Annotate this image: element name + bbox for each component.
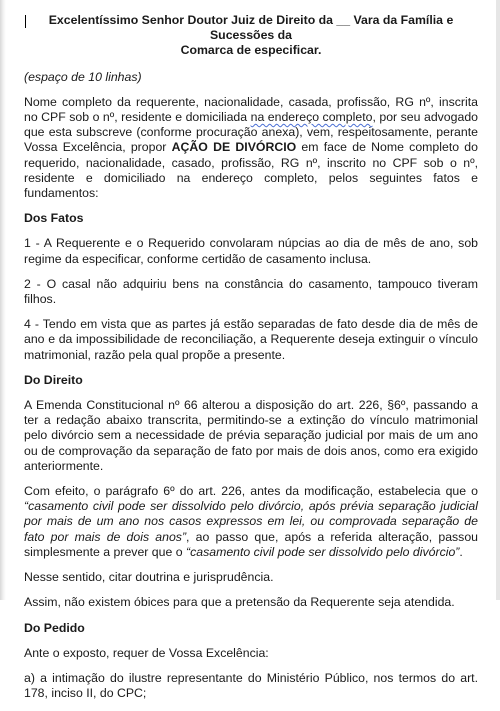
direito-2-quote-1: “casamento civil pode ser dissolvido pelo divórcio, após prévia separação judicial por mais de um ano nos casos expressos em lei, ou comprovada separação de fato por mais de dois anos” (24, 499, 478, 544)
section-heading-fatos: Dos Fatos (24, 211, 84, 226)
pedido-a: a) a intimação do ilustre representante do Ministério Público, nos termos do art. 178, inciso II, do CPC; (24, 670, 478, 701)
section-heading-pedido: Do Pedido (24, 620, 85, 635)
fato-1: 1 - A Requerente e o Requerido convolaram núpcias ao dia de mês de ano, sob regime da especificar, conforme certidão de casamento inclusa. (24, 236, 478, 266)
intro-part-1: Nome completo da requerente, nacionalidade, casada, profissão, RG nº, inscrita no CPF sob o nº, residente e domiciliada (24, 94, 478, 125)
document-heading (24, 13, 478, 59)
pedido-intro: Ante o exposto, requer de Vossa Excelência: (24, 645, 269, 660)
direito-2-part-2: , ao passo que, após a referida alteração, passou simplesmente a prever que o (24, 529, 479, 559)
intro-paragraph (24, 95, 478, 201)
direito-3: Nesse sentido, citar doutrina e jurisprudência. (24, 570, 274, 585)
intro-part-2: , por seu advogado que esta subscreve (conforme procuração anexa), vem, respeitosamente, perante Vossa Excelência, propor (24, 110, 478, 155)
direito-2-part-3: . (459, 544, 463, 559)
heading-line-2: Comarca de especificar. (180, 43, 322, 58)
fato-2: 2 - O casal não adquiriu bens na constância do casamento, tampouco tiveram filhos. (24, 276, 478, 307)
scrollbar[interactable] (496, 0, 500, 600)
page-left-edge (0, 0, 6, 600)
direito-2-part-1: Com efeito, o parágrafo 6º do art. 226, antes da modificação, estabelecia que o (24, 484, 478, 499)
space-note: (espaço de 10 linhas) (24, 69, 142, 84)
heading-line-1: Excelentíssimo Senhor Doutor Juiz de Direito da __ Vara da Família e Sucessões da (48, 13, 454, 43)
direito-1: A Emenda Constitucional nº 66 alterou a disposição do art. 226, §6º, passando a ter a redação abaixo transcrita, permitindo-se a extinção do vínculo matrimonial pelo divórcio sem a necessidade de prévia separação judicial por mais de um ano ou de comprovação da separação de fato por mais de dois anos, como era exigido anteriormente. (24, 398, 478, 473)
fato-4: 4 - Tendo em vista que as partes já estão separadas de fato desde dia de mês de ano e da impossibilidade de reconciliação, a Requerente deseja extinguir o vínculo matrimonial, razão pela qual propõe a presente. (24, 317, 478, 362)
direito-4: Assim, não existem óbices para que a pretensão da Requerente seja atendida. (24, 595, 455, 610)
intro-part-3: em face de Nome completo do requerido, nacionalidade, casado, profissão, RG nº, inscrito no CPF sob o nº, residente e domiciliado na endereço completo, pelos seguintes fatos e fundamentos: (24, 140, 478, 201)
spellcheck-underlined-text[interactable]: na endereço completo (250, 110, 373, 125)
direito-2 (24, 484, 478, 560)
direito-2-quote-2: “casamento civil pode ser dissolvido pelo divórcio” (186, 544, 460, 559)
action-title: AÇÃO DE DIVÓRCIO (171, 140, 297, 155)
document-body[interactable] (24, 13, 478, 711)
section-heading-direito: Do Direito (24, 372, 83, 387)
